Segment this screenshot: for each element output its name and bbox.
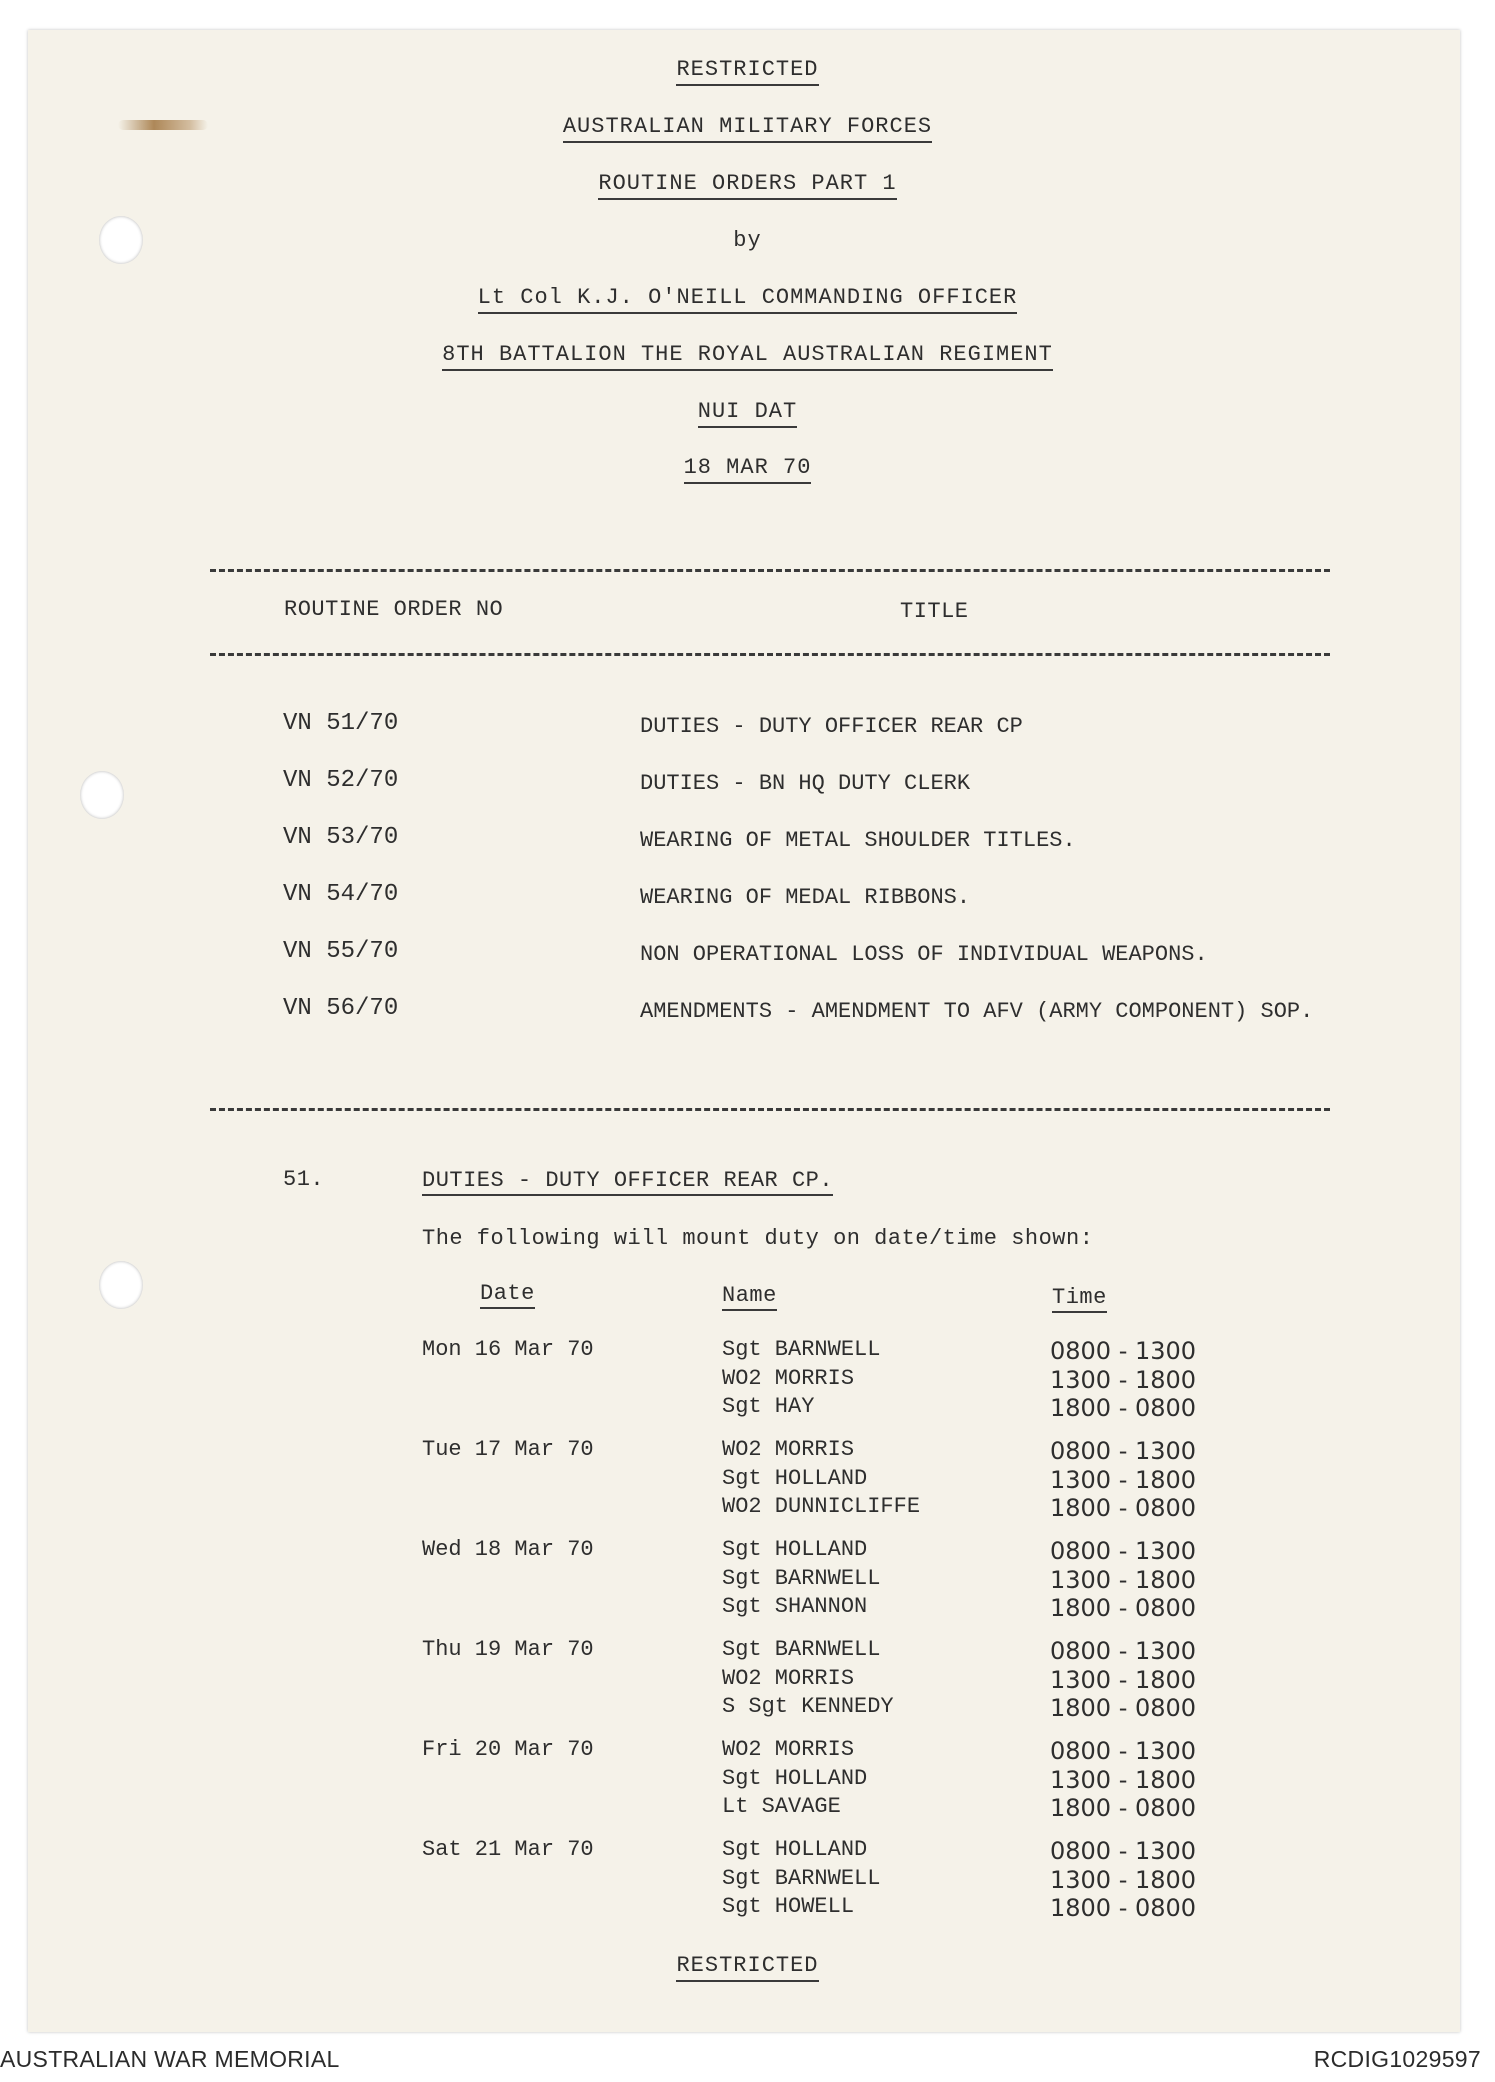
- order-number: VN 54/70: [283, 881, 399, 908]
- column-date: Date: [480, 1281, 535, 1306]
- duty-entry: [0, 1766, 1495, 1795]
- duty-time: 1800 - 0800: [1050, 1894, 1197, 1922]
- duty-entry: [0, 1366, 1495, 1395]
- duty-time: 1800 - 0800: [1050, 1494, 1197, 1522]
- duty-name: Sgt HOWELL: [722, 1894, 855, 1919]
- duty-time: 0800 - 1300: [1050, 1837, 1197, 1865]
- duty-name: Sgt HAY: [722, 1394, 815, 1419]
- duty-time: 0800 - 1300: [1050, 1437, 1197, 1465]
- duty-date: Mon 16 Mar 70: [422, 1337, 594, 1362]
- duty-entry: [0, 1794, 1495, 1823]
- section-number: 51.: [283, 1167, 325, 1192]
- duty-entry: [0, 1537, 1495, 1566]
- duty-time: 1300 - 1800: [1050, 1565, 1197, 1594]
- duty-time: 1300 - 1800: [1050, 1865, 1197, 1894]
- order-number: VN 55/70: [283, 938, 399, 965]
- duty-time: 0800 - 1300: [1050, 1337, 1197, 1365]
- classification-bottom: RESTRICTED: [0, 1953, 1495, 1978]
- duty-name: WO2 MORRIS: [722, 1737, 855, 1762]
- column-title: TITLE: [900, 599, 969, 624]
- duty-name: Sgt BARNWELL: [722, 1565, 881, 1591]
- unit-name: 8TH BATTALION THE ROYAL AUSTRALIAN REGIMENT: [0, 342, 1495, 367]
- order-row: [0, 938, 1495, 978]
- order-row: [0, 710, 1495, 750]
- duty-name: Lt SAVAGE: [722, 1794, 841, 1819]
- archive-caption: AUSTRALIAN WAR MEMORIAL: [0, 2046, 340, 2072]
- order-title: DUTIES - DUTY OFFICER REAR CP: [640, 714, 1023, 739]
- duty-name: WO2 DUNNICLIFFE: [722, 1494, 921, 1519]
- location: NUI DAT: [0, 399, 1495, 424]
- duty-time: 1300 - 1800: [1050, 1365, 1197, 1394]
- section-heading: DUTIES - DUTY OFFICER REAR CP.: [422, 1168, 833, 1193]
- duty-time: 1300 - 1800: [1050, 1665, 1197, 1694]
- order-number: VN 52/70: [283, 767, 399, 794]
- duty-time: 1300 - 1800: [1050, 1765, 1197, 1794]
- duty-entry: [0, 1737, 1495, 1766]
- column-time: Time: [1052, 1285, 1107, 1310]
- orders-title: ROUTINE ORDERS PART 1: [0, 171, 1495, 196]
- force-title: AUSTRALIAN MILITARY FORCES: [0, 114, 1495, 139]
- column-name: Name: [722, 1283, 777, 1308]
- punch-hole: [99, 1261, 143, 1309]
- order-date: 18 MAR 70: [0, 455, 1495, 480]
- duty-name: WO2 MORRIS: [722, 1437, 855, 1462]
- duty-entry: [0, 1894, 1495, 1923]
- duty-name: Sgt BARNWELL: [722, 1865, 881, 1891]
- duty-entry: [0, 1866, 1495, 1895]
- duty-entry: [0, 1466, 1495, 1495]
- order-number: VN 53/70: [283, 824, 399, 851]
- duty-date: Sat 21 Mar 70: [422, 1837, 594, 1862]
- divider: [210, 1108, 1330, 1111]
- order-number: VN 56/70: [283, 995, 399, 1022]
- duty-time: 1800 - 0800: [1050, 1394, 1197, 1422]
- duty-entry: [0, 1666, 1495, 1695]
- duty-name: Sgt BARNWELL: [722, 1337, 881, 1362]
- duty-entry: [0, 1694, 1495, 1723]
- duty-time: 1800 - 0800: [1050, 1794, 1197, 1822]
- order-title: AMENDMENTS - AMENDMENT TO AFV (ARMY COMPONENT) SOP.: [640, 999, 1314, 1024]
- order-row: [0, 995, 1495, 1035]
- divider: [210, 569, 1330, 572]
- duty-entry: [0, 1594, 1495, 1623]
- duty-entry: [0, 1637, 1495, 1666]
- duty-name: Sgt BARNWELL: [722, 1637, 881, 1662]
- archive-id: RCDIG1029597: [1313, 2046, 1481, 2072]
- order-title: DUTIES - BN HQ DUTY CLERK: [640, 771, 971, 796]
- duty-name: Sgt HOLLAND: [722, 1837, 868, 1862]
- order-row: [0, 881, 1495, 921]
- duty-name: Sgt SHANNON: [722, 1594, 868, 1619]
- duty-time: 0800 - 1300: [1050, 1637, 1197, 1665]
- order-number: VN 51/70: [283, 710, 399, 737]
- duty-entry: [0, 1566, 1495, 1595]
- duty-entry: [0, 1337, 1495, 1366]
- duty-time: 0800 - 1300: [1050, 1537, 1197, 1565]
- duty-date: Tue 17 Mar 70: [422, 1437, 594, 1462]
- order-title: WEARING OF MEDAL RIBBONS.: [640, 885, 971, 910]
- duty-date: Wed 18 Mar 70: [422, 1537, 594, 1562]
- duty-name: Sgt HOLLAND: [722, 1537, 868, 1562]
- duty-date: Fri 20 Mar 70: [422, 1737, 594, 1762]
- duty-name: S Sgt KENNEDY: [722, 1694, 894, 1719]
- duty-time: 1800 - 0800: [1050, 1594, 1197, 1622]
- duty-time: 1800 - 0800: [1050, 1694, 1197, 1722]
- order-row: [0, 767, 1495, 807]
- duty-name: WO2 MORRIS: [722, 1365, 855, 1391]
- duty-entry: [0, 1837, 1495, 1866]
- order-row: [0, 824, 1495, 864]
- order-title: WEARING OF METAL SHOULDER TITLES.: [640, 828, 1076, 853]
- divider: [210, 653, 1330, 656]
- order-title: NON OPERATIONAL LOSS OF INDIVIDUAL WEAPONS.: [640, 942, 1208, 967]
- by-line: by: [733, 228, 762, 253]
- duty-time: 1300 - 1800: [1050, 1465, 1197, 1494]
- duty-time: 0800 - 1300: [1050, 1737, 1197, 1765]
- classification-top: RESTRICTED: [0, 57, 1495, 82]
- commander: Lt Col K.J. O'NEILL COMMANDING OFFICER: [0, 285, 1495, 310]
- duty-entry: [0, 1437, 1495, 1466]
- duty-name: Sgt HOLLAND: [722, 1765, 868, 1791]
- duty-entry: [0, 1494, 1495, 1523]
- duty-date: Thu 19 Mar 70: [422, 1637, 594, 1662]
- column-order-no: ROUTINE ORDER NO: [284, 597, 504, 622]
- duty-name: WO2 MORRIS: [722, 1665, 855, 1691]
- duty-entry: [0, 1394, 1495, 1423]
- section-intro: The following will mount duty on date/time shown:: [422, 1226, 1094, 1251]
- duty-name: Sgt HOLLAND: [722, 1465, 868, 1491]
